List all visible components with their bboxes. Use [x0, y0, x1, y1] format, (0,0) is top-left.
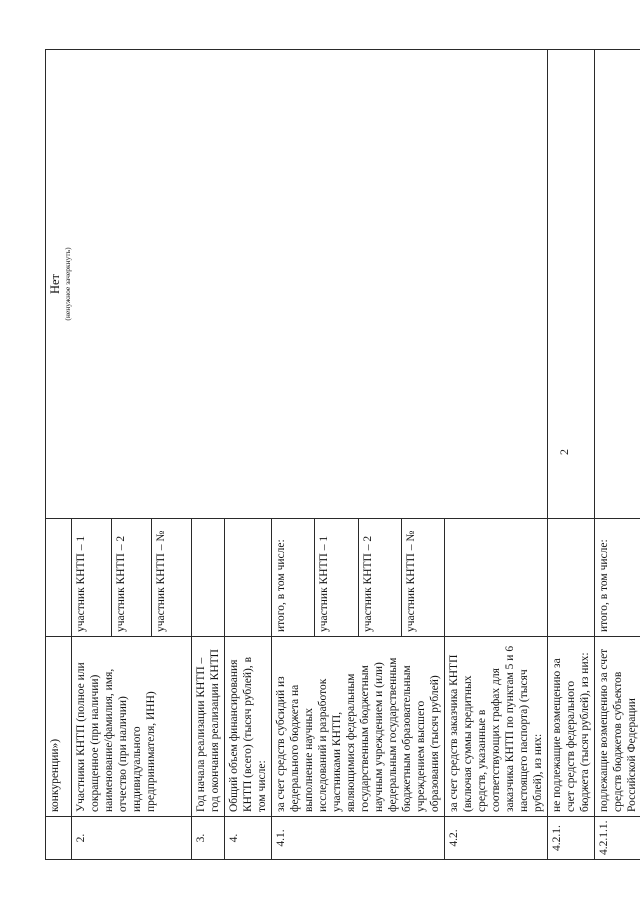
participant-label: участник КНТП – 2 — [358, 519, 401, 637]
no-column-cell — [46, 50, 548, 519]
row-number: 4.2. — [445, 817, 548, 860]
participant-label: участник КНТП – 1 — [72, 519, 112, 637]
value-cell — [548, 50, 595, 519]
participant-label: участник КНТП – 2 — [112, 519, 152, 637]
rotated-page-content — [45, 50, 639, 860]
total-label: итого, в том числе: — [272, 519, 315, 637]
value-cell — [46, 519, 72, 637]
row-number: 4.1. — [272, 817, 445, 860]
value-cell — [225, 519, 272, 637]
no-note: (ненужное зачеркнуть) — [63, 247, 73, 321]
page-number: 2 — [557, 449, 571, 455]
value-cell — [595, 50, 640, 519]
row-number: 3. — [192, 817, 225, 860]
participant-label: участник КНТП – № — [401, 519, 444, 637]
table-row — [595, 50, 640, 860]
row-number: 4.2.1.1. — [595, 817, 640, 860]
value-cell — [192, 519, 225, 637]
continuation-text: конкуренции») — [46, 637, 72, 817]
row-title: Участники КНТП (полное или сокращенное (при наличии) наименование/фамилия, имя, отчество (при наличии) индивидуального предпринимателя, ИНН) — [72, 637, 192, 817]
value-cell — [548, 519, 595, 637]
row-number: 4. — [225, 817, 272, 860]
table-row — [46, 50, 72, 860]
table-row — [548, 50, 595, 860]
row-number: 4.2.1. — [548, 817, 595, 860]
total-label: итого, в том числе: — [595, 519, 640, 637]
passport-table — [45, 49, 640, 860]
participant-label: участник КНТП – 1 — [315, 519, 358, 637]
value-cell — [445, 519, 548, 637]
row-number-cell — [46, 817, 72, 860]
no-label: Нет — [48, 273, 62, 295]
participant-label: участник КНТП – № — [152, 519, 192, 637]
row-number: 2. — [72, 817, 192, 860]
row-title: Общий объем финансирования КНТП (всего) (тысяч рублей), в том числе: — [225, 637, 272, 817]
row-title: за счет средств заказчика КНТП (включая суммы кредитных средств, указанные в соответствующих графах для заказчика КНТП по пунктам 5 и 6 настоящего паспорта) (тысяч рублей), из них: — [445, 637, 548, 817]
row-title: подлежащие возмещению за счет средств бюджетов субъектов Российской Федерации — [595, 637, 640, 817]
row-title: Год начала реализации КНТП – год окончания реализации КНТП — [192, 637, 225, 817]
row-title: за счет средств субсидий из федерального бюджета на выполнение научных исследований и разработок участниками КНТП, являющимися федеральным государственным бюджетным научным учреждением и (или) федеральным государственным бюджетным образовательным учреждением высшего образования (тысяч рублей) — [272, 637, 445, 817]
row-title: не подлежащие возмещению за счет средств федерального бюджета (тысяч рублей), из них: — [548, 637, 595, 817]
